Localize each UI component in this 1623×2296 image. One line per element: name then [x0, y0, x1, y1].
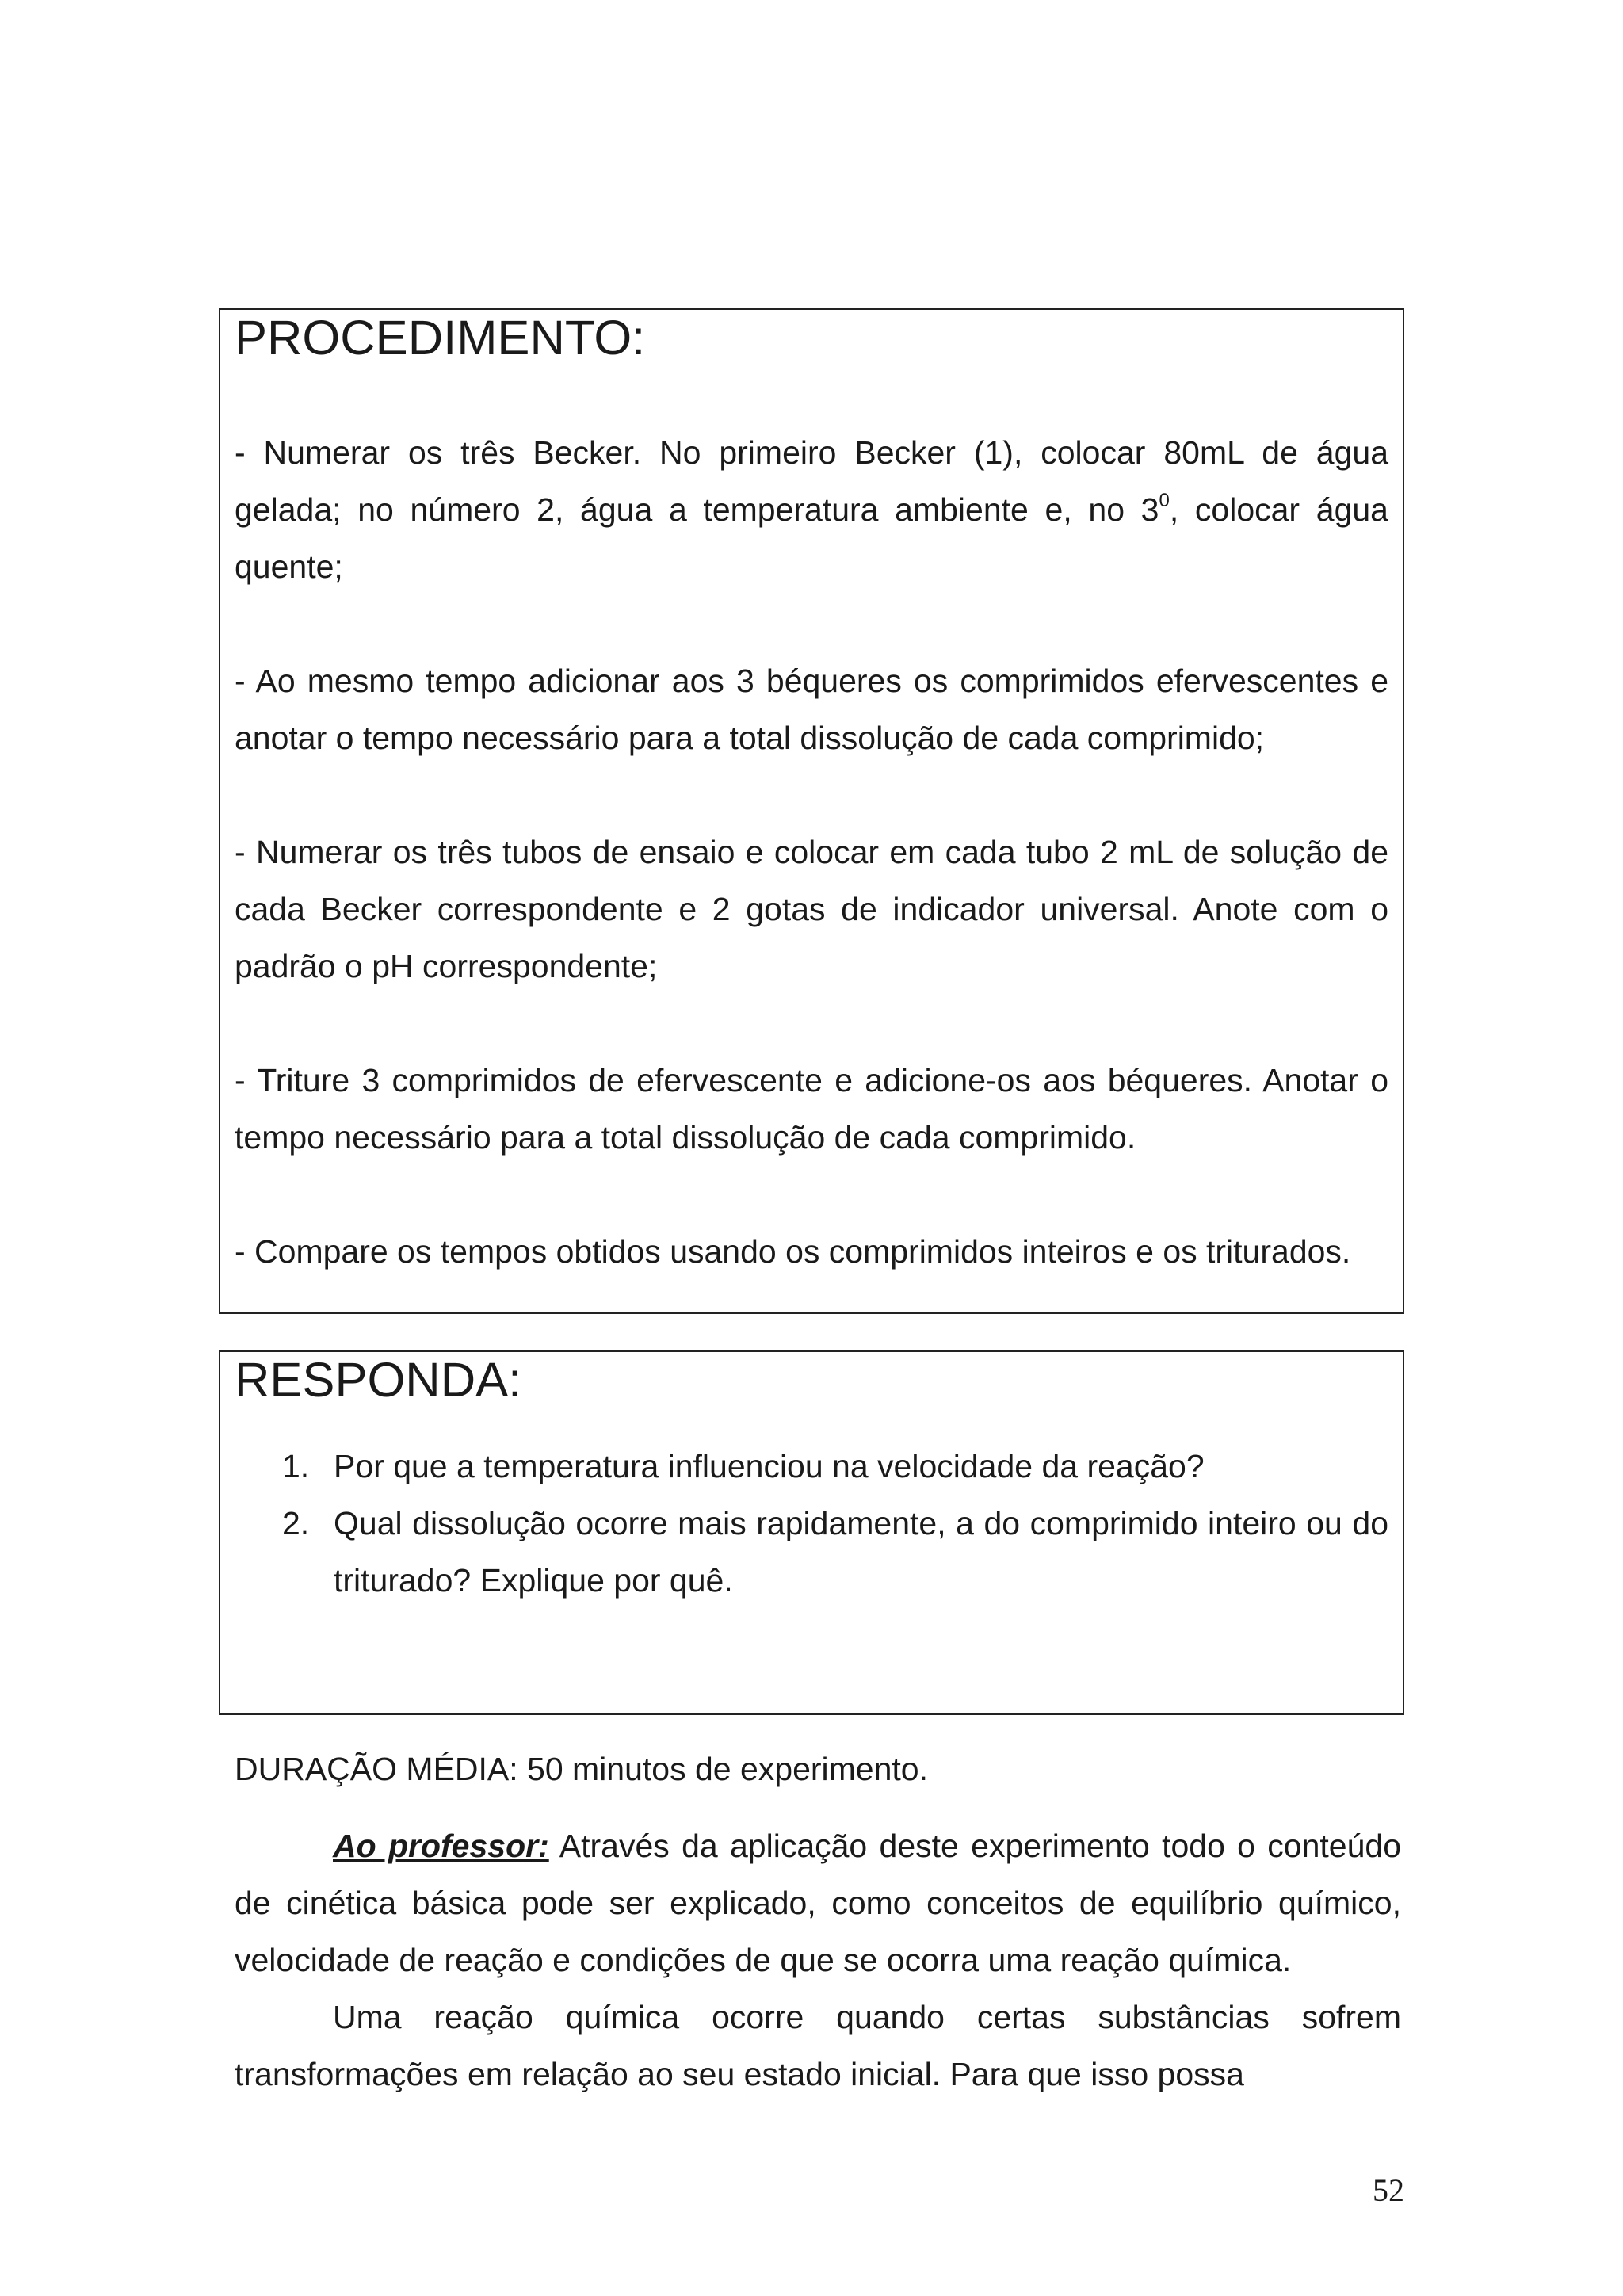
- questions-heading: RESPONDA:: [235, 1353, 522, 1408]
- procedure-step-5: - Compare os tempos obtidos usando os comprimidos inteiros e os triturados.: [235, 1233, 1351, 1270]
- procedure-step-2: - Ao mesmo tempo adicionar aos 3 béqueres os comprimidos efervescentes e anotar o tempo necessário para a total dissolução de cada comprimido;: [235, 663, 1388, 756]
- teacher-note-text: Através da aplicação deste experimento todo o conteúdo de cinética básica pode ser explicado, como conceitos de equilíbrio químico, velocidade de reação e condições de que se ocorra uma reação química.: [235, 1828, 1401, 1978]
- question-number: 1.: [282, 1448, 310, 1484]
- question-item: [220, 1438, 1388, 1495]
- procedure-step-1-end: , colocar água quente;: [235, 491, 1388, 585]
- questions-box: [219, 1350, 1404, 1715]
- question-text: Qual dissolução ocorre mais rapidamente, a do comprimido inteiro ou do triturado? Explique por quê.: [334, 1505, 1388, 1599]
- average-duration: DURAÇÃO MÉDIA: 50 minutos de experimento.: [235, 1751, 928, 1787]
- reaction-paragraph: Uma reação química ocorre quando certas substâncias sofrem transformações em relação ao seu estado inicial. Para que isso possa: [235, 1999, 1401, 2092]
- procedure-box: [219, 308, 1404, 1314]
- procedure-step-4: - Triture 3 comprimidos de efervescente e adicione-os aos béqueres. Anotar o tempo necessário para a total dissolução de cada comprimido.: [235, 1062, 1388, 1156]
- procedure-step-1-text: - Numerar os três Becker. No primeiro Becker (1), colocar 80mL de água gelada; no número 2, água a temperatura ambiente e, no 3: [235, 434, 1388, 528]
- questions-list: [220, 1438, 1388, 1609]
- procedure-heading: PROCEDIMENTO:: [235, 311, 646, 365]
- question-text: Por que a temperatura influenciou na velocidade da reação?: [334, 1448, 1205, 1484]
- page-number: 52: [1373, 2172, 1404, 2208]
- teacher-note-lead: Ao professor:: [333, 1828, 549, 1864]
- question-item: [220, 1495, 1388, 1609]
- degree-superscript: 0: [1159, 490, 1170, 511]
- teacher-note: [235, 1817, 1401, 1988]
- procedure-step-3: - Numerar os três tubos de ensaio e colocar em cada tubo 2 mL de solução de cada Becker correspondente e 2 gotas de indicador universal. Anote com o padrão o pH correspondente;: [235, 834, 1388, 984]
- question-number: 2.: [282, 1505, 310, 1541]
- procedure-step-1: [235, 424, 1388, 595]
